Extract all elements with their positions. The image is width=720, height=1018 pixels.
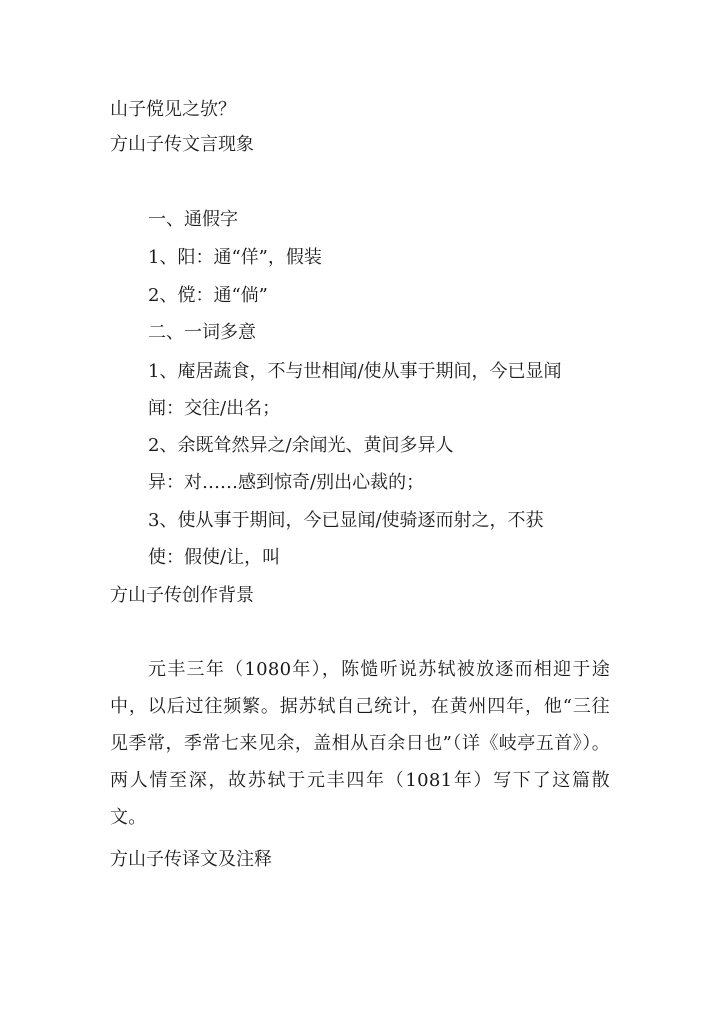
- section-title-tongjiazi: 一、通假字: [148, 209, 238, 230]
- text-line-continuation: 山子傥见之欤？: [110, 99, 236, 120]
- list-item: 闻：交往/出名；: [148, 398, 281, 419]
- list-item: 异：对……感到惊奇/别出心裁的；: [148, 472, 425, 493]
- list-item: 1、阳：通“佯”，假装: [148, 247, 322, 268]
- list-item: 使：假使/让，叫: [148, 547, 281, 568]
- heading-translation: 方山子传译文及注释: [110, 849, 272, 870]
- background-paragraph: 元丰三年（1080年），陈慥听说苏轼被放逐而相迎于途中，以后过往频繁。据苏轼自己统计，在黄州四年，他“三往见季常，季常七来见余，盖相从百余日也”（详《岐亭五首》）。两人情至深，故苏轼于元丰四年（1081年）写下了这篇散文。: [110, 659, 610, 828]
- heading-background: 方山子传创作背景: [110, 585, 254, 606]
- list-item: 1、庵居蔬食，不与世相闻/使从事于期间，今已显闻: [148, 361, 562, 382]
- list-item: 2、傥：通“倘”: [148, 285, 268, 306]
- section-title-yiciduoyi: 二、一词多意: [148, 322, 256, 343]
- list-item: 3、使从事于期间，今已显闻/使骑逐而射之，不获: [148, 510, 544, 531]
- heading-phenomena: 方山子传文言现象: [110, 134, 254, 155]
- list-item: 2、余既耸然异之/余闻光、黄间多异人: [148, 435, 454, 456]
